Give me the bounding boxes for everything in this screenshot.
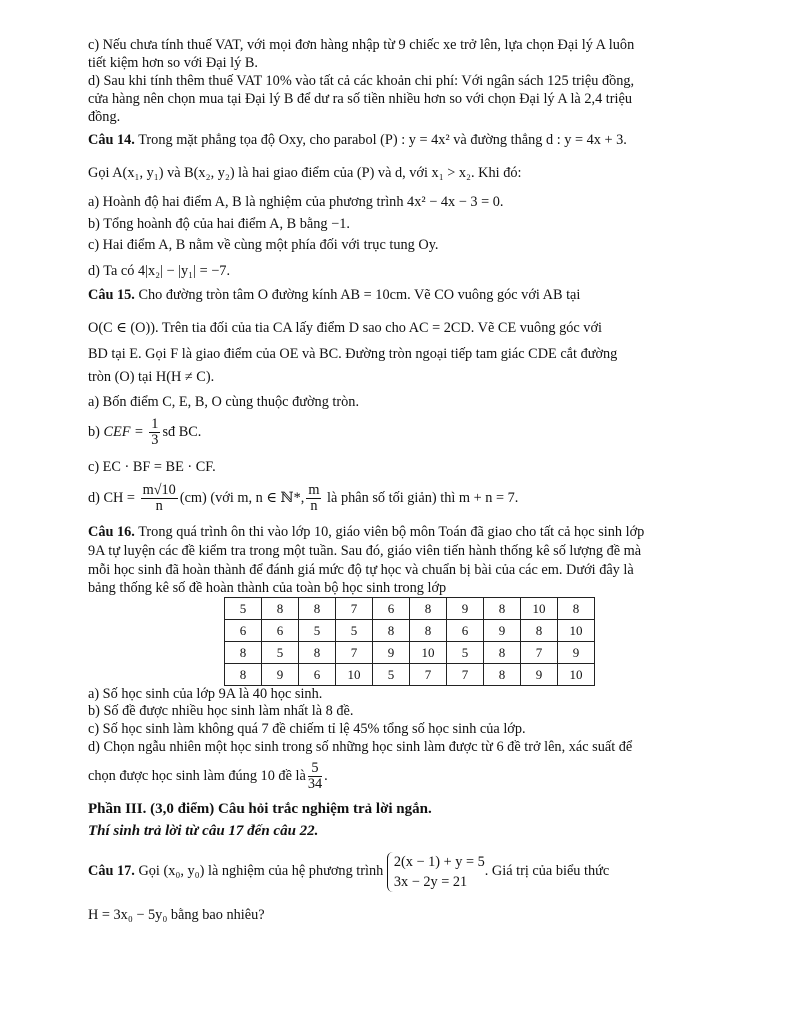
q15-item-b <box>88 416 708 448</box>
q15-d-middle: (cm) (với m, n ∈ ℕ*, <box>179 490 305 506</box>
q15-b-prefix: b) <box>88 424 104 440</box>
q15-item-d <box>88 481 708 515</box>
q14-item-c: c) Hai điểm A, B nằm về cùng một phía đối với trục tung Oy. <box>88 237 439 253</box>
q16-item-a: a) Số học sinh của lớp 9A là 40 học sinh. <box>88 686 323 702</box>
q13-item-c-line2: tiết kiệm hơn so với Đại lý B. <box>88 55 258 71</box>
table-row <box>225 620 595 642</box>
table-cell: 5 <box>447 642 484 664</box>
table-cell: 5 <box>336 620 373 642</box>
table-cell: 9 <box>262 664 299 686</box>
table-cell: 6 <box>373 598 410 620</box>
table-cell: 5 <box>262 642 299 664</box>
table-cell: 6 <box>299 664 336 686</box>
q17-expression-line: H = 3x₀ − 5y₀ bằng bao nhiêu? <box>88 907 265 923</box>
q14-item-b: b) Tổng hoành độ của hai điểm A, B bằng −1. <box>88 216 350 232</box>
table-cell: 8 <box>299 642 336 664</box>
table-cell: 7 <box>336 598 373 620</box>
table-cell: 8 <box>521 620 558 642</box>
table-cell: 8 <box>484 664 521 686</box>
table-cell: 8 <box>410 620 447 642</box>
q15-d-fraction2 <box>306 483 321 514</box>
table-cell: 10 <box>558 620 595 642</box>
table-cell: 10 <box>521 598 558 620</box>
table-cell: 5 <box>225 598 262 620</box>
statistics-table-body <box>225 598 595 686</box>
q15-d-fraction <box>141 483 178 514</box>
table-cell: 10 <box>336 664 373 686</box>
table-cell: 8 <box>484 598 521 620</box>
q17-stem-pre: Gọi (x₀, y₀) là nghiệm của hệ phương trình <box>134 863 384 879</box>
q14-stem-line2: Gọi A(x₁, y₁) và B(x₂, y₂) là hai giao điểm của (P) và d, với x₁ > x₂. Khi đó: <box>88 165 522 181</box>
q17-equation-2: 3x − 2y = 21 <box>393 873 468 890</box>
q15-d-num2: m <box>308 482 320 499</box>
q16-d-num: 5 <box>308 761 322 777</box>
q17-equation-1: 2(x − 1) + y = 5 <box>393 853 485 870</box>
q15-b-num: 1 <box>151 416 159 433</box>
statistics-table <box>224 597 595 686</box>
table-cell: 6 <box>262 620 299 642</box>
q15-d-suffix: là phân số tối giản) thì m + n = 7. <box>323 490 519 506</box>
q15-stem-text: Cho đường tròn tâm O đường kính AB = 10cm. Vẽ CO vuông góc với AB tại <box>134 287 581 303</box>
q16-label: Câu 16. <box>88 524 135 540</box>
q15-item-a: a) Bốn điểm C, E, B, O cùng thuộc đường tròn. <box>88 394 360 410</box>
q15-d-num: m√10 <box>142 482 176 499</box>
q13-item-d-line2: cửa hàng nên chọn mua tại Đại lý B để dư ra số tiền nhiều hơn so với chọn Đại lý A là 2,4 triệu <box>88 91 633 107</box>
q16-stem-line1 <box>88 523 708 541</box>
part3-heading: Phần III. (3,0 điểm) Câu hỏi trắc nghiệm trả lời ngắn. <box>88 801 432 817</box>
q17-stem <box>88 849 708 893</box>
table-cell: 8 <box>484 642 521 664</box>
q16-d-text: chọn được học sinh làm đúng 10 đề là <box>88 768 306 784</box>
q15-label: Câu 15. <box>88 287 135 303</box>
table-cell: 9 <box>484 620 521 642</box>
q14-stem-text: Trong mặt phẳng tọa độ Oxy, cho parabol (P) : y = 4x² và đường thẳng d : y = 4x + 3. <box>134 132 627 148</box>
table-cell: 7 <box>521 642 558 664</box>
table-cell: 6 <box>447 620 484 642</box>
table-cell: 9 <box>521 664 558 686</box>
table-cell: 9 <box>373 642 410 664</box>
q16-d-den: 34 <box>307 776 323 793</box>
q16-item-c: c) Số học sinh làm không quá 7 đề chiếm tỉ lệ 45% tổng số học sinh của lớp. <box>88 721 526 737</box>
q15-b-fraction <box>149 417 160 448</box>
table-cell: 10 <box>558 664 595 686</box>
q16-d-fraction <box>308 761 322 792</box>
table-cell: 8 <box>225 664 262 686</box>
q15-stem-line3: BD tại E. Gọi F là giao điểm của OE và BC. Đường tròn ngoại tiếp tam giác CDE cắt đường <box>88 346 618 362</box>
q15-b-den: 3 <box>151 432 159 449</box>
table-cell: 7 <box>336 642 373 664</box>
q15-d-den2: n <box>310 498 318 515</box>
table-cell: 8 <box>262 598 299 620</box>
q15-item-c: c) EC · BF = BE · CF. <box>88 459 216 475</box>
q13-item-d-line1: d) Sau khi tính thêm thuế VAT 10% vào tất cả các khoản chi phí: Với ngân sách 125 triệu đồng, <box>88 73 635 89</box>
q13-item-d-line3: đồng. <box>88 109 121 125</box>
table-row <box>225 598 595 620</box>
table-cell: 9 <box>447 598 484 620</box>
q15-stem-line4: tròn (O) tại H(H ≠ C). <box>88 369 215 385</box>
table-cell: 8 <box>558 598 595 620</box>
q14-stem-line1 <box>88 131 708 149</box>
q14-label: Câu 14. <box>88 132 135 148</box>
q17-equation-system <box>387 852 485 892</box>
q16-stem-text: Trong quá trình ôn thi vào lớp 10, giáo viên bộ môn Toán đã giao cho tất cả học sinh lớp <box>134 524 645 540</box>
q17-label: Câu 17. <box>88 863 135 879</box>
q15-b-arc-bc: sđ BC. <box>162 424 202 440</box>
table-cell: 6 <box>225 620 262 642</box>
q16-item-b: b) Số đề được nhiều học sinh làm nhất là 8 đề. <box>88 703 354 719</box>
table-cell: 7 <box>410 664 447 686</box>
q17-stem-post: . Giá trị của biểu thức <box>484 863 610 879</box>
q15-stem-line2: O(C ∈ (O)). Trên tia đối của tia CA lấy điểm D sao cho AC = 2CD. Vẽ CE vuông góc với <box>88 320 602 336</box>
table-cell: 10 <box>410 642 447 664</box>
q16-stem-line2: 9A tự luyện các đề kiểm tra trong một tuần. Sau đó, giáo viên tiến hành thống kê số lượng đề mà <box>88 543 642 559</box>
part3-subheading: Thí sinh trả lời từ câu 17 đến câu 22. <box>88 823 319 839</box>
table-row <box>225 664 595 686</box>
q15-b-arc-cef: CEF = <box>103 424 148 440</box>
table-cell: 8 <box>373 620 410 642</box>
q15-stem-line1 <box>88 286 708 304</box>
q16-stem-line3: mỗi học sinh đã hoàn thành để đánh giá mức độ tự học và chuẩn bị bài của các em. Dưới đây là <box>88 562 634 578</box>
table-row <box>225 642 595 664</box>
table-cell: 7 <box>447 664 484 686</box>
q14-item-a: a) Hoành độ hai điểm A, B là nghiệm của phương trình 4x² − 4x − 3 = 0. <box>88 194 504 210</box>
table-cell: 9 <box>558 642 595 664</box>
q15-d-den: n <box>155 498 163 515</box>
table-cell: 8 <box>225 642 262 664</box>
q15-d-prefix: d) CH = <box>88 490 139 506</box>
q16-item-d-line2: chọn được học sinh làm đúng 10 đề là $\frac{5}{34}$ . <box>88 760 328 793</box>
table-cell: 8 <box>410 598 447 620</box>
q16-item-d-line1: d) Chọn ngẫu nhiên một học sinh trong số những học sinh làm được từ 6 đề trở lên, xác suất để <box>88 739 633 755</box>
table-cell: 5 <box>373 664 410 686</box>
table-cell: 8 <box>299 598 336 620</box>
q13-item-c-line1: c) Nếu chưa tính thuế VAT, với mọi đơn hàng nhập từ 9 chiếc xe trở lên, lựa chọn Đại lý A luôn <box>88 37 635 53</box>
q16-stem-line4: bảng thống kê số đề hoàn thành của toàn bộ học sinh trong lớp <box>88 580 447 596</box>
q14-item-d: d) Ta có 4|x₂| − |y₁| = −7. <box>88 263 231 279</box>
table-cell: 5 <box>299 620 336 642</box>
